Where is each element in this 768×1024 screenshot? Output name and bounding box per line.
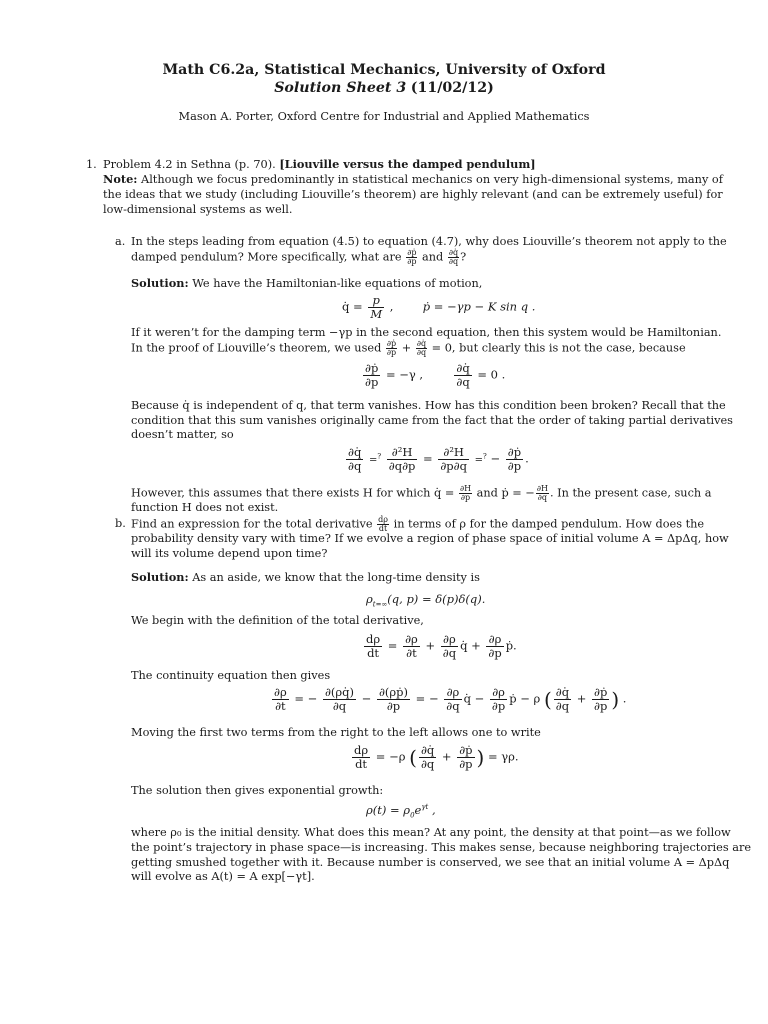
moving-intro: Moving the first two terms from the right to the left allows one to write (131, 726, 541, 739)
part-a-solution-line (131, 276, 482, 291)
dpdot-dp-fraction: $\frac{\text{∂ṗ}}{\partial p}$ (407, 248, 417, 266)
equation-density-rate: $\frac{d\rho}{dt}$ = −ρ ( $\frac{\partial q̇}{\partial q}$ + $\frac{\text{∂ṗ}}{\partial p}$ ) = γρ. (354, 743, 519, 771)
equation-mixed-partials: $\frac{\partial q̇}{\partial q}$ =? $\frac{\text{∂²H}}{\partial q\partial p}$ = $\frac{\text{∂²H}}{\partial p\partial q}$ =? − $\frac{\text{∂ṗ}}{\partial p}$ . (348, 445, 529, 473)
dpdot-dp-display: $\frac{\text{∂ṗ}}{\partial p}$ (365, 361, 379, 389)
equation-continuity: $\frac{\partial\rho}{\partial t}$ = − $\frac{\partial(\rho q̇)}{\partial q}$ − $\frac{\text{∂(ρṗ)}}{\partial p}$ = − $\frac{\partial\rho}{\partial q}$ q̇ − $\frac{\partial\rho}{\partial p}$ ṗ − ρ ( $\frac{\partial q̇}{\partial q}$ + $\frac{\text{∂ṗ}}{\partial p}$ ) . (274, 685, 627, 713)
para1-2-pre: In the proof of Liouville’s theorem, we used (131, 341, 382, 355)
subtitle-italic: Solution Sheet 3 (274, 80, 407, 96)
part-a-para2-3: doesn’t matter, so (131, 428, 234, 441)
dqdot-dq-fraction: $\frac{\partial q̇}{\partial q}$ (448, 248, 459, 266)
part-a-solution-label: Solution: (131, 276, 189, 290)
part-a-q2-text: damped pendulum? More specifically, what are (131, 250, 402, 264)
drho-dt-inline: $\frac{d\rho}{dt}$ (378, 515, 388, 533)
part-a-para3-2: function H does not exist. (131, 501, 279, 514)
note-text-1: Although we focus predominantly in statistical mechanics on very high-dimensional systems, many of (141, 173, 723, 186)
part-a-q2-and: and (422, 250, 444, 264)
part-b-solution-line (131, 570, 480, 585)
part-a-para2-2: condition that this sum vanishes originally came from the fact that the order of taking partial derivatives (131, 414, 733, 427)
equation-motion: q̇ = $\frac{p}{M}$ , ṗ = −γp − K sin q . (342, 293, 536, 321)
final-line-1: where ρ₀ is the initial density. What does this mean? At any point, the density at that point—as we follow (131, 826, 731, 839)
note-label: Note: (103, 172, 138, 186)
dpdot-dp-inline: $\frac{\text{∂ṗ}}{\partial p}$ (386, 339, 397, 357)
note-line-1 (103, 172, 723, 187)
document-author: Mason A. Porter, Oxford Centre for Industrial and Applied Mathematics (178, 110, 590, 123)
part-b-solution-intro: As an aside, we know that the long-time density is (192, 571, 480, 584)
final-line-4: will evolve as A(t) = A exp[−γt]. (131, 870, 315, 883)
para3-post: . In the present case, such a (549, 486, 712, 500)
eq-result-right: = γρ. (487, 749, 519, 764)
problem-number: 1. (86, 158, 97, 171)
part-b-label: b. (115, 517, 126, 530)
part-a-para2-1: Because q̇ is independent of q, that term vanishes. How has this condition been broken? Recall that the (131, 399, 726, 412)
b-q1-pre: Find an expression for the total derivative (131, 517, 373, 531)
equation-total-derivative: $\frac{d\rho}{dt}$ = $\frac{\partial\rho}{\partial t}$ + $\frac{\partial\rho}{\partial q}$ q̇ + $\frac{\partial\rho}{\partial p}$ ṗ. (366, 632, 517, 660)
document-title: Math C6.2a, Statistical Mechanics, University of Oxford (162, 62, 606, 78)
part-b-question-3: will its volume depend upon time? (131, 547, 328, 560)
para1-2-post: = 0, but clearly this is not the case, because (431, 341, 686, 355)
para3-pre: However, this assumes that there exists H for which q̇ = (131, 486, 455, 500)
problem-heading (103, 157, 536, 172)
part-b-question-2: probability density vary with time? If we evolve a region of phase space of initial volume A = ΔpΔq, how (131, 532, 729, 545)
part-a-label: a. (115, 235, 126, 248)
note-line-2: the ideas that we study (including Liouville’s theorem) are highly relevant (and can be extremely useful) for (103, 188, 723, 201)
subtitle-date: (11/02/12) (410, 80, 494, 96)
eq1-right: ṗ = −γp − K sin q . (422, 299, 536, 314)
para3-mid: and ṗ = − (476, 486, 535, 500)
part-a-para3-1: However, this assumes that there exists H for which q̇ = $\frac{\partial H}{\partial p}$ and ṗ = − $\frac{\partial H}{\partial q}$ . In the present case, such a (131, 484, 712, 502)
part-a-question-1: In the steps leading from equation (4.5) to equation (4.7), why does Liouville’s theorem not apply to the (131, 235, 727, 248)
part-a-para1-2: In the proof of Liouville’s theorem, we used $\frac{\text{∂ṗ}}{\partial p}$ + $\frac{\partial q̇}{\partial q}$ = 0, but clearly this is not the case, because (131, 339, 686, 357)
dqdot-dq-display: $\frac{\partial q̇}{\partial q}$ (456, 361, 470, 389)
b-q1-post: in terms of ρ for the damped pendulum. How does the (393, 517, 705, 531)
eq1-left: q̇ = (342, 299, 363, 314)
dqdot-dq-inline: $\frac{\partial q̇}{\partial q}$ (416, 339, 427, 357)
eq2-right-val: = 0 . (477, 367, 506, 382)
part-a-solution-intro: We have the Hamiltonian-like equations of motion, (192, 277, 483, 290)
p-over-m-fraction: $\frac{p}{M}$ (370, 293, 383, 321)
part-b-solution-label: Solution: (131, 570, 189, 584)
equation-partials (361, 362, 505, 389)
final-line-3: getting smushed together with it. Because number is conserved, we see that an initial volume A = ΔpΔq (131, 856, 730, 869)
equation-longtime-density: $\rho_{t=\infty}(q$, p) = δ(p)δ(q). (366, 592, 486, 609)
eq2-left-val: = −γ , (385, 367, 424, 382)
part-a-para1-1: If it weren’t for the damping term −γp in the second equation, then this system would be Hamiltonian. (131, 326, 722, 339)
equation-growth: $\rho(t) = \rho_0e^{\gamma t}$ , (366, 803, 436, 820)
part-a-question-2: damped pendulum? More specifically, what are $\frac{\text{∂ṗ}}{\partial p}$ and $\frac{\partial q̇}{\partial q}$ ? (131, 248, 467, 266)
note-line-3: low-dimensional systems as well. (103, 203, 293, 216)
final-line-2: the point’s trajectory in phase space—is increasing. This makes sense, because neighboring trajectories are (131, 841, 752, 854)
problem-intro: Problem 4.2 in Sethna (p. 70). (103, 158, 276, 171)
problem-bracket-title: [Liouville versus the damped pendulum] (279, 157, 536, 171)
growth-intro: The solution then gives exponential growth: (131, 784, 384, 797)
total-derivative-intro: We begin with the definition of the total derivative, (131, 614, 424, 627)
document-subtitle (0, 80, 768, 96)
continuity-intro: The continuity equation then gives (131, 669, 331, 682)
